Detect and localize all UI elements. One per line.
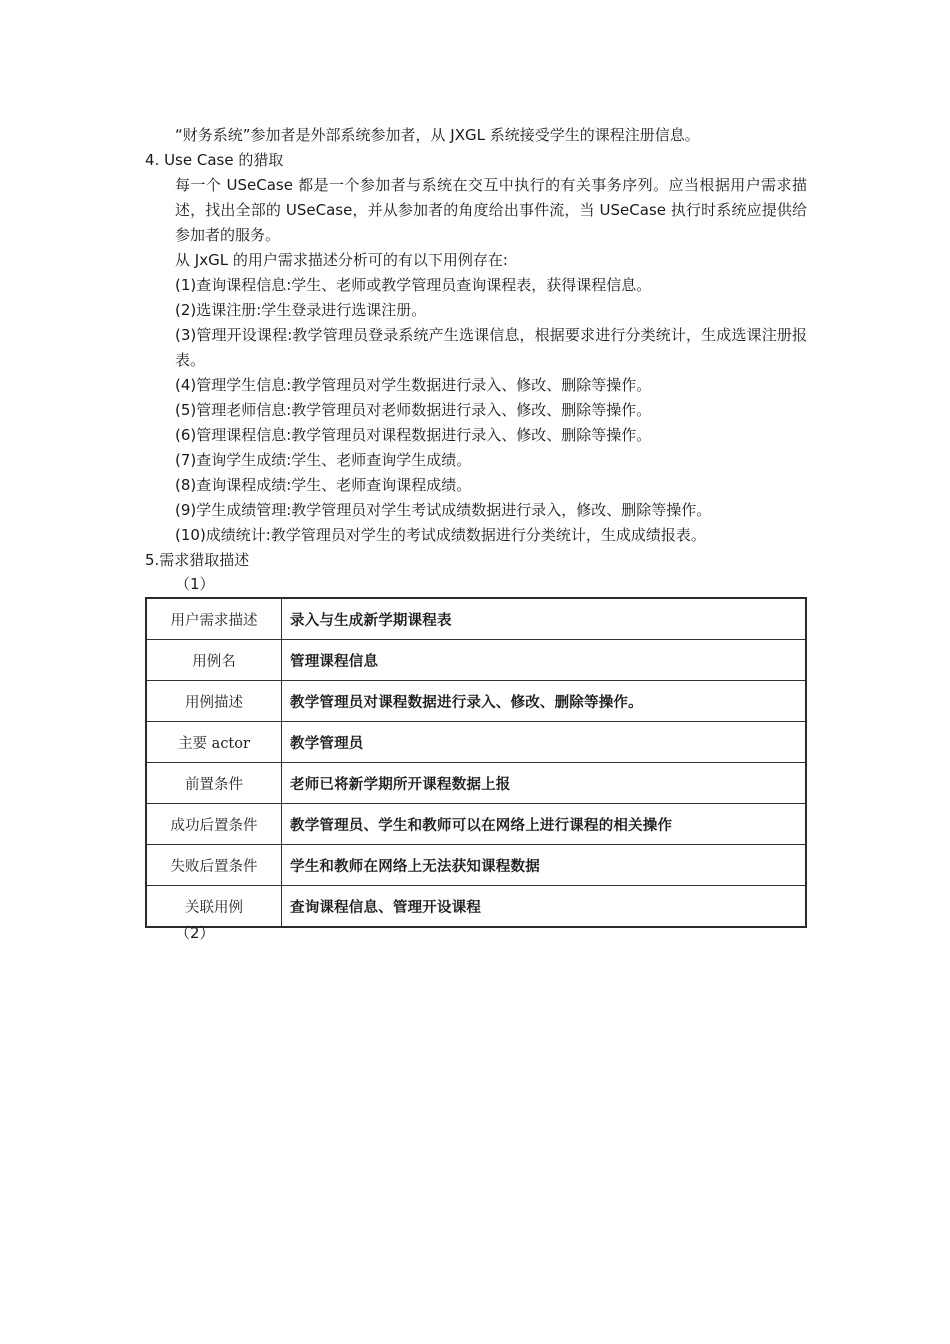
use-case-item-6: (6)管理课程信息:教学管理员对课程数据进行录入、修改、删除等操作。 (175, 426, 652, 444)
table-value-cell: 学生和教师在网络上无法获知课程数据 (282, 845, 807, 886)
heading-use-case-capture: 4. Use Case 的猎取 (145, 151, 284, 169)
table-key-cell: 前置条件 (146, 763, 282, 804)
table-key-cell: 主要 actor (146, 722, 282, 763)
table-row (146, 681, 806, 722)
use-case-item-8: (8)查询课程成绩:学生、老师查询课程成绩。 (175, 476, 472, 494)
section-number-1: （1） (175, 575, 215, 593)
use-case-item-10: (10)成绩统计:教学管理员对学生的考试成绩数据进行分类统计，生成成绩报表。 (175, 526, 706, 544)
table-value-cell: 查询课程信息、管理开设课程 (282, 886, 807, 928)
paragraph-financial-system: “财务系统”参加者是外部系统参加者，从 JXGL 系统接受学生的课程注册信息。 (175, 126, 700, 144)
table-row (146, 722, 806, 763)
table-row (146, 763, 806, 804)
table-key-cell: 用户需求描述 (146, 598, 282, 640)
table-key-cell: 失败后置条件 (146, 845, 282, 886)
table-value-cell: 教学管理员对课程数据进行录入、修改、删除等操作。 (282, 681, 807, 722)
use-case-item-4: (4)管理学生信息:教学管理员对学生数据进行录入、修改、删除等操作。 (175, 376, 652, 394)
use-case-item-9: (9)学生成绩管理:教学管理员对学生考试成绩数据进行录入，修改、删除等操作。 (175, 501, 712, 519)
heading-requirements-description: 5.需求猎取描述 (145, 551, 250, 569)
table-value-cell: 教学管理员、学生和教师可以在网络上进行课程的相关操作 (282, 804, 807, 845)
table-value-cell: 教学管理员 (282, 722, 807, 763)
table-row (146, 598, 806, 640)
table-key-cell: 关联用例 (146, 886, 282, 928)
paragraph-use-case-definition: 每一个 USeCase 都是一个参加者与系统在交互中执行的有关事务序列。应当根据用户需求描述，找出全部的 USeCase，并从参加者的角度给出事件流，当 USeCase 执行时系统应提供给参加者的服务。 (175, 176, 807, 244)
table-row (146, 845, 806, 886)
paragraph-use-case-intro: 从 JxGL 的用户需求描述分析可的有以下用例存在: (175, 251, 508, 269)
table-row (146, 640, 806, 681)
table-row (146, 804, 806, 845)
table-key-cell: 成功后置条件 (146, 804, 282, 845)
table-value-cell: 老师已将新学期所开课程数据上报 (282, 763, 807, 804)
table-key-cell: 用例名 (146, 640, 282, 681)
table-value-cell: 管理课程信息 (282, 640, 807, 681)
table-value-cell: 录入与生成新学期课程表 (282, 598, 807, 640)
use-case-item-1: (1)查询课程信息:学生、老师或教学管理员查询课程表，获得课程信息。 (175, 276, 652, 294)
section-number-2: （2） (175, 924, 215, 942)
use-case-item-3: (3)管理开设课程:教学管理员登录系统产生选课信息，根据要求进行分类统计，生成选课注册报表。 (175, 326, 807, 369)
use-case-table (145, 597, 807, 928)
table-key-cell: 用例描述 (146, 681, 282, 722)
use-case-item-2: (2)选课注册:学生登录进行选课注册。 (175, 301, 427, 319)
use-case-item-7: (7)查询学生成绩:学生、老师查询学生成绩。 (175, 451, 472, 469)
use-case-item-5: (5)管理老师信息:教学管理员对老师数据进行录入、修改、删除等操作。 (175, 401, 652, 419)
